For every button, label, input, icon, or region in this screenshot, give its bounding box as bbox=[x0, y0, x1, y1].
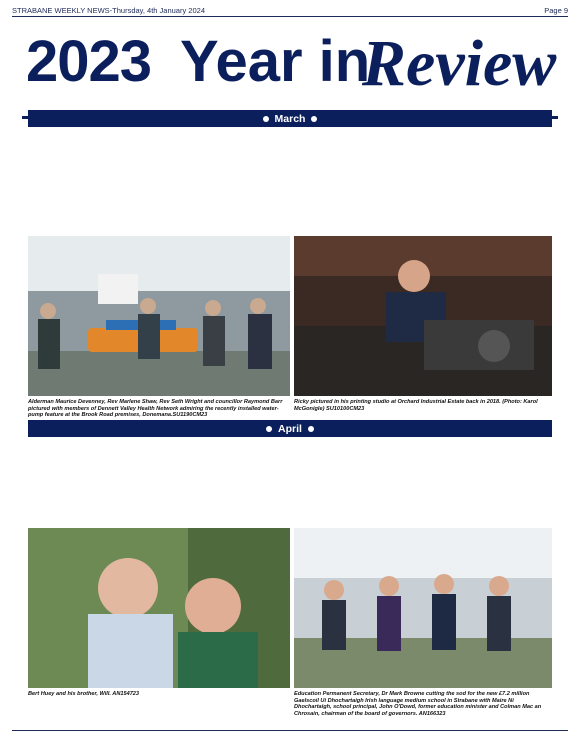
april-column-3 bbox=[295, 441, 419, 523]
march-column-3 bbox=[295, 131, 419, 231]
section-bar-march bbox=[28, 110, 552, 127]
march-column-1 bbox=[28, 131, 152, 231]
april-article bbox=[28, 441, 552, 523]
bullet-icon bbox=[308, 426, 314, 432]
photo-sod-cutting-image bbox=[294, 528, 552, 688]
april-column-2 bbox=[161, 441, 285, 523]
april-column-1 bbox=[28, 441, 152, 523]
page-number: Page 9 bbox=[544, 5, 568, 15]
caption-printing-studio: Ricky pictured in his printing studio at Orchard Industrial Estate back in 2018. (Photo: Karol McGonigle) SU10100CM23 bbox=[294, 399, 538, 412]
march-article bbox=[28, 131, 552, 231]
caption-sod-cutting: Education Permanent Secretary, Dr Mark Browne cutting the sod for the new £7.2 million Gaelscoil Ui Dhochartaigh Irish language medium school in Strabane with Maire Ni Dhochartaigh, school principal, John O'Dowd, former education minister and Colman Mac an Chrosain, chairman of the board of governors. AN166323 bbox=[294, 691, 542, 717]
photo-water-pump-group bbox=[28, 236, 290, 396]
publication-line: STRABANE WEEKLY NEWS-Thursday, 4th January 2024 bbox=[12, 5, 205, 15]
page-bottom-rule bbox=[12, 730, 568, 731]
section-heading-march: March bbox=[274, 112, 306, 125]
photo-printing-studio bbox=[294, 236, 552, 396]
photo-sod-cutting bbox=[294, 528, 552, 688]
bullet-icon bbox=[266, 426, 272, 432]
caption-brothers: Bert Huey and his brother, Will. AN154723 bbox=[28, 691, 140, 697]
masthead-year: 2023 bbox=[26, 29, 152, 94]
bullet-icon bbox=[311, 116, 317, 122]
masthead-year-in: Year in bbox=[180, 29, 371, 94]
photo-brothers-image bbox=[28, 528, 290, 688]
caption-water-pump-group: Alderman Maurice Devenney, Rev Marlene Shaw, Rev Seth Wright and councillor Raymond Barr pictured with members of Dennett Valley Health Network admiring the recently installed water-pump feature at the Brook Road premises, Donemana.SU1190CM23 bbox=[28, 399, 283, 419]
photo-printing-studio-image bbox=[294, 236, 552, 396]
march-column-2 bbox=[161, 131, 285, 231]
photo-brothers bbox=[28, 528, 290, 688]
bullet-icon bbox=[263, 116, 269, 122]
april-column-4 bbox=[428, 441, 552, 523]
section-bar-april bbox=[28, 420, 552, 437]
march-column-4 bbox=[428, 131, 552, 231]
masthead bbox=[22, 26, 558, 119]
section-heading-april: April bbox=[278, 422, 302, 435]
running-header bbox=[12, 4, 568, 17]
masthead-review: Review bbox=[362, 27, 557, 100]
photo-water-pump-group-image bbox=[28, 236, 290, 396]
